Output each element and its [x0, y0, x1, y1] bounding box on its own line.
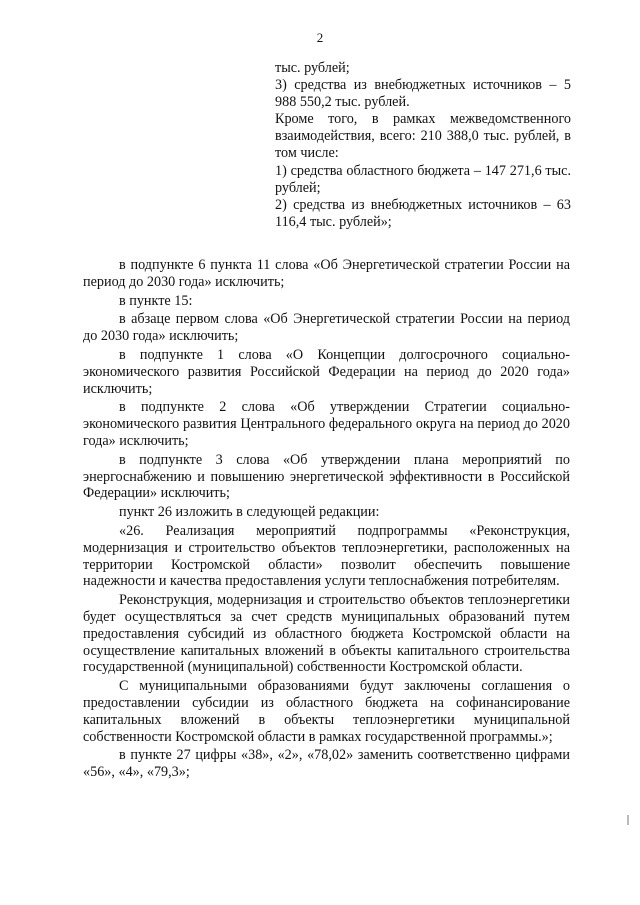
paragraph: в подпункте 1 слова «О Концепции долгосрочного социально-экономического развития Российской Федерации на период до 2020 года» исключить;	[83, 346, 570, 397]
funding-line: Кроме того, в рамках межведомственного взаимодействия, всего: 210 388,0 тыс. рублей, в том числе:	[275, 111, 571, 161]
paragraph: в пункте 15:	[119, 292, 193, 309]
scan-mark	[627, 815, 629, 825]
paragraph: Реконструкция, модернизация и строительство объектов теплоэнергетики будет осуществляться за счет средств муниципальных образований путем предоставления субсидий из областного бюджета Костромской области на осуществление капитальных вложений в объекты капитального строительства государственной (муниципальной) собственности Костромской области.	[83, 592, 570, 676]
document-body	[83, 257, 570, 783]
paragraph: в пункте 27 цифры «38», «2», «78,02» заменить соответственно цифрами «56», «4», «79,3»;	[83, 747, 570, 781]
funding-line: тыс. рублей;	[275, 60, 350, 76]
funding-line: 3) средства из внебюджетных источников – 5 988 550,2 тыс. рублей.	[275, 76, 571, 110]
paragraph: «26. Реализация мероприятий подпрограммы «Реконструкция, модернизация и строительство объектов теплоэнергетики, расположенных на территории Костромской области» позволит обеспечить повышение надежности и качества предоставления услуги теплоснабжения потребителям.	[83, 522, 570, 590]
funding-line: 1) средства областного бюджета – 147 271,6 тыс. рублей;	[275, 162, 571, 196]
paragraph: в подпункте 3 слова «Об утверждении плана мероприятий по энергоснабжению и повышению энергетической эффективности в Российской Федерации» исключить;	[83, 451, 570, 502]
paragraph: в подпункте 6 пункта 11 слова «Об Энергетической стратегии России на период до 2030 года» исключить;	[83, 257, 570, 290]
paragraph: пункт 26 изложить в следующей редакции:	[119, 504, 380, 521]
page-number: 2	[316, 30, 324, 45]
paragraph: С муниципальными образованиями будут заключены соглашения о предоставлении субсидии из областного бюджета на софинансирование капитальных вложений в объекты теплоэнергетики муниципальной собственности Костромской области в рамках государственной программы.»;	[83, 678, 570, 745]
funding-line: 2) средства из внебюджетных источников – 63 116,4 тыс. рублей»;	[275, 197, 571, 231]
paragraph: в абзаце первом слова «Об Энергетической стратегии России на период до 2030 года» исключить;	[83, 311, 570, 345]
paragraph: в подпункте 2 слова «Об утверждении Стратегии социально-экономического развития Центрального федерального округа на период до 2020 года» исключить;	[83, 399, 570, 449]
funding-continuation-block	[275, 60, 571, 231]
